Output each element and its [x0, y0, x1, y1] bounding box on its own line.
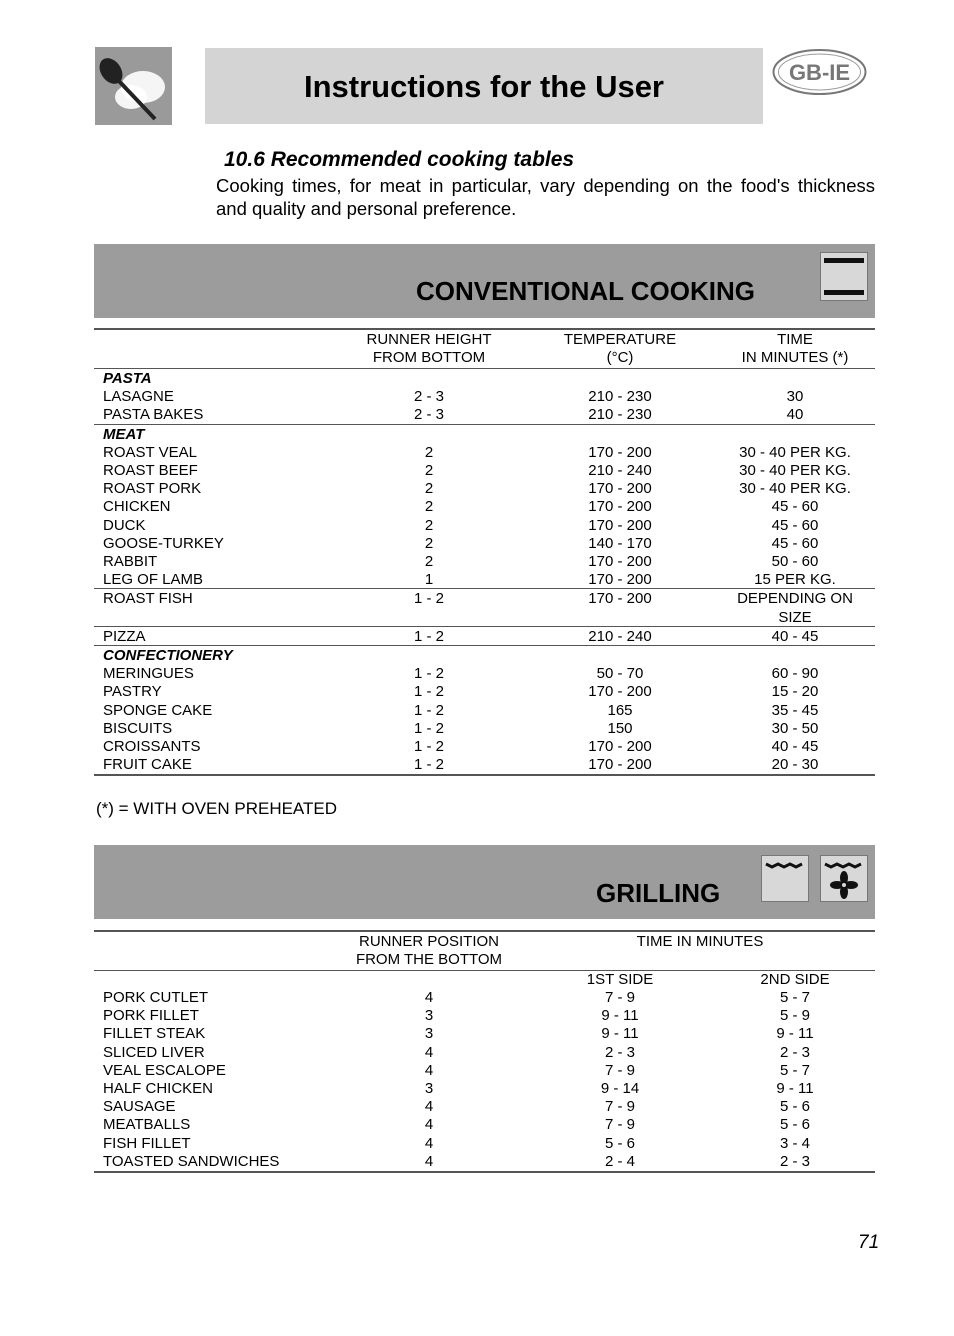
- time-value: 50 - 60: [771, 553, 819, 570]
- time-value-continued: SIZE: [778, 608, 812, 626]
- first-side-time: 9 - 11: [601, 1007, 639, 1025]
- section-title: 10.6 Recommended cooking tables: [224, 148, 575, 171]
- category-label: MEAT: [103, 425, 145, 443]
- runner-height-value: 1 - 2: [413, 756, 444, 774]
- time-value: 15 - 20: [771, 683, 819, 701]
- temperature-value: 170 - 200: [588, 516, 652, 534]
- food-name: PASTRY: [103, 683, 162, 701]
- food-name: SPONGE CAKE: [103, 701, 213, 719]
- runner-height-value: 2: [424, 516, 434, 534]
- header-runner-position-sub: FROM THE BOTTOM: [355, 951, 503, 968]
- first-side-time: 7 - 9: [604, 1098, 635, 1116]
- header-runner-height-sub: FROM BOTTOM: [372, 349, 486, 366]
- header-temperature: TEMPERATURE: [563, 331, 677, 348]
- time-value: 40 - 45: [771, 738, 819, 755]
- food-name: MERINGUES: [103, 665, 194, 683]
- language-badge-text: GB-IE: [788, 60, 851, 85]
- runner-position-value: 3: [424, 1007, 434, 1025]
- food-name: SLICED LIVER: [103, 1043, 205, 1061]
- chef-logo: [95, 47, 172, 125]
- food-name: SAUSAGE: [103, 1098, 176, 1116]
- runner-height-value: 2 - 3: [413, 388, 444, 406]
- grilling-title: GRILLING: [596, 878, 721, 908]
- language-badge: [771, 48, 868, 96]
- runner-height-value: 2: [424, 480, 434, 498]
- food-name: CROISSANTS: [103, 738, 201, 755]
- time-value: 40: [786, 406, 804, 424]
- runner-height-value: 2: [424, 534, 434, 552]
- second-side-time: 5 - 7: [779, 989, 810, 1006]
- food-name: GOOSE-TURKEY: [103, 534, 224, 552]
- runner-height-value: 1 - 2: [413, 683, 444, 701]
- first-side-time: 2 - 4: [604, 1152, 635, 1170]
- runner-height-value: 1 - 2: [413, 665, 444, 683]
- temperature-value: 170 - 200: [588, 590, 652, 608]
- food-name: PORK CUTLET: [103, 989, 209, 1006]
- first-side-time: 7 - 9: [604, 1116, 635, 1134]
- header-runner-height: RUNNER HEIGHT: [366, 331, 492, 348]
- second-side-time: 5 - 9: [779, 1007, 810, 1025]
- first-side-time: 2 - 3: [604, 1043, 635, 1061]
- first-side-time: 5 - 6: [604, 1134, 635, 1152]
- time-value: 30 - 50: [771, 719, 819, 737]
- time-value: 15 PER KG.: [754, 571, 836, 589]
- grilling-band: [94, 845, 875, 919]
- food-name: ROAST VEAL: [103, 443, 197, 461]
- runner-position-value: 3: [424, 1025, 434, 1043]
- food-name: FRUIT CAKE: [103, 756, 192, 774]
- category-label: CONFECTIONERY: [103, 647, 233, 664]
- food-name: BISCUITS: [103, 719, 173, 737]
- group-rule: [94, 424, 875, 425]
- food-name: TOASTED SANDWICHES: [103, 1152, 280, 1170]
- group-rule: [94, 645, 875, 646]
- runner-height-value: 2: [424, 553, 434, 570]
- time-value: 60 - 90: [771, 665, 819, 683]
- runner-position-value: 4: [424, 1098, 434, 1116]
- food-name: ROAST BEEF: [103, 462, 198, 479]
- runner-height-value: 2: [424, 443, 434, 461]
- food-name: FISH FILLET: [103, 1134, 191, 1152]
- temperature-value: 140 - 170: [588, 534, 652, 552]
- header-second-side: 2ND SIDE: [760, 971, 830, 988]
- intro-paragraph: Cooking times, for meat in particular, vary depending on the food's thickness and quality and personal preference.: [216, 175, 875, 219]
- second-side-time: 9 - 11: [776, 1025, 814, 1043]
- runner-height-value: 1 - 2: [413, 738, 444, 755]
- group-rule: [94, 626, 875, 627]
- runner-height-value: 1 - 2: [413, 701, 444, 719]
- header-runner-position: RUNNER POSITION: [358, 933, 499, 950]
- temperature-value: 150: [607, 719, 633, 737]
- header-time-in-minutes: TIME IN MINUTES: [636, 933, 764, 950]
- food-name: ROAST PORK: [103, 480, 202, 498]
- conventional-oven-icon: [820, 252, 868, 301]
- first-side-time: 7 - 9: [604, 1061, 635, 1079]
- runner-height-value: 2: [424, 462, 434, 479]
- runner-position-value: 4: [424, 989, 434, 1006]
- category-label: PASTA: [103, 370, 152, 387]
- time-value: 30 - 40 PER KG.: [739, 462, 851, 479]
- food-name: ROAST FISH: [103, 590, 193, 608]
- runner-height-value: 2 - 3: [413, 406, 444, 424]
- second-side-time: 5 - 6: [779, 1116, 810, 1134]
- temperature-value: 170 - 200: [588, 571, 652, 589]
- runner-position-value: 4: [424, 1043, 434, 1061]
- time-value: 30 - 40 PER KG.: [739, 480, 851, 498]
- chef-spoon-icon: [95, 47, 172, 125]
- runner-position-value: 4: [424, 1152, 434, 1170]
- runner-height-value: 1 - 2: [413, 719, 444, 737]
- temperature-value: 170 - 200: [588, 738, 652, 755]
- food-name: LEG OF LAMB: [103, 571, 204, 589]
- time-value: 45 - 60: [771, 498, 819, 516]
- first-side-time: 9 - 11: [601, 1025, 639, 1043]
- second-side-time: 5 - 6: [779, 1098, 810, 1116]
- second-side-time: 5 - 7: [779, 1061, 810, 1079]
- temperature-value: 50 - 70: [596, 665, 644, 683]
- second-side-time: 2 - 3: [779, 1043, 810, 1061]
- food-name: CHICKEN: [103, 498, 171, 516]
- second-side-time: 2 - 3: [779, 1152, 810, 1170]
- page-header-title: Instructions for the User: [304, 69, 664, 104]
- runner-height-value: 2: [424, 498, 434, 516]
- food-name: PASTA BAKES: [103, 406, 204, 424]
- food-name: LASAGNE: [103, 388, 174, 406]
- food-name: DUCK: [103, 516, 146, 534]
- time-value: 20 - 30: [771, 756, 819, 774]
- grill-icon: [761, 855, 809, 902]
- food-name: MEATBALLS: [103, 1116, 191, 1134]
- temperature-value: 170 - 200: [588, 480, 652, 498]
- time-value: 30: [786, 388, 804, 406]
- runner-height-value: 1 - 2: [413, 590, 444, 608]
- time-value: 45 - 60: [771, 534, 819, 552]
- runner-position-value: 4: [424, 1061, 434, 1079]
- time-value: 30 - 40 PER KG.: [739, 443, 851, 461]
- food-name: PIZZA: [103, 627, 146, 645]
- runner-height-value: 1 - 2: [413, 627, 444, 645]
- conventional-cooking-band: [94, 244, 875, 318]
- group-rule: [94, 588, 875, 589]
- header-bar: [205, 48, 763, 124]
- temperature-value: 210 - 240: [588, 462, 652, 479]
- header-rule: [94, 368, 875, 369]
- header-time: TIME: [777, 331, 813, 348]
- temperature-value: 210 - 240: [588, 627, 652, 645]
- time-value: DEPENDING ON: [737, 590, 853, 608]
- runner-height-value: 1: [424, 571, 434, 589]
- table-top-rule: [94, 328, 875, 330]
- temperature-value: 210 - 230: [588, 406, 652, 424]
- header-first-side: 1ST SIDE: [586, 971, 654, 988]
- temperature-value: 170 - 200: [588, 498, 652, 516]
- time-value: 40 - 45: [771, 627, 819, 645]
- second-side-time: 3 - 4: [779, 1134, 810, 1152]
- runner-position-value: 3: [424, 1080, 434, 1097]
- food-name: PORK FILLET: [103, 1007, 199, 1025]
- runner-position-value: 4: [424, 1134, 434, 1152]
- time-value: 45 - 60: [771, 516, 819, 534]
- grill-table-top-rule: [94, 930, 875, 932]
- temperature-value: 170 - 200: [588, 756, 652, 774]
- grill-table-bottom-rule: [94, 1171, 875, 1173]
- footnote: (*) = WITH OVEN PREHEATED: [96, 799, 338, 818]
- first-side-time: 7 - 9: [604, 989, 635, 1006]
- temperature-value: 170 - 200: [588, 683, 652, 701]
- food-name: RABBIT: [103, 553, 158, 570]
- temperature-value: 170 - 200: [588, 443, 652, 461]
- table-bottom-rule: [94, 774, 875, 776]
- temperature-value: 165: [607, 701, 633, 719]
- second-side-time: 9 - 11: [776, 1080, 814, 1097]
- page-number: 71: [858, 1232, 880, 1253]
- fan-grill-icon: [820, 855, 868, 902]
- temperature-value: 170 - 200: [588, 553, 652, 570]
- conventional-cooking-title: CONVENTIONAL COOKING: [416, 276, 755, 306]
- first-side-time: 9 - 14: [600, 1080, 640, 1097]
- time-value: 35 - 45: [771, 701, 819, 719]
- temperature-value: 210 - 230: [588, 388, 652, 406]
- header-time-sub: IN MINUTES (*): [741, 349, 849, 366]
- food-name: HALF CHICKEN: [103, 1080, 214, 1097]
- food-name: VEAL ESCALOPE: [103, 1061, 226, 1079]
- header-temperature-unit: (°C): [606, 349, 634, 366]
- food-name: FILLET STEAK: [103, 1025, 206, 1043]
- runner-position-value: 4: [424, 1116, 434, 1134]
